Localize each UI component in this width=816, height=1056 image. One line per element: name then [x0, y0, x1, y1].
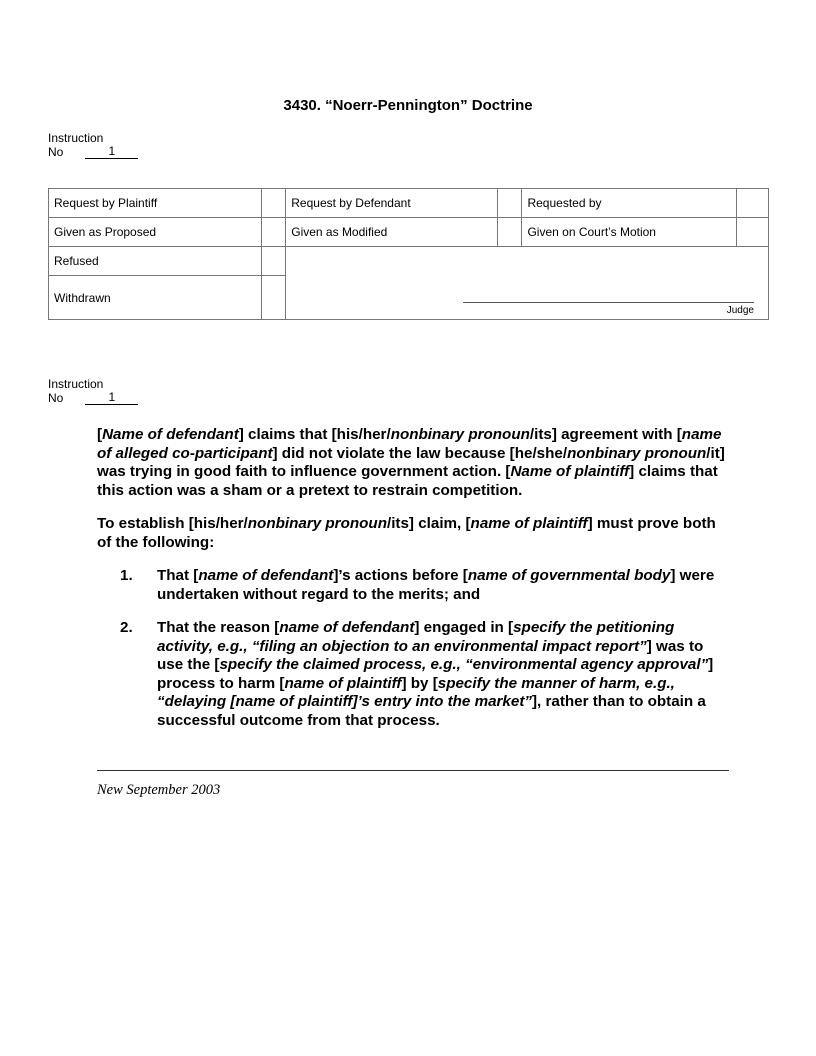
request-by-plaintiff-box[interactable]	[261, 189, 286, 218]
requested-by-box[interactable]	[737, 189, 769, 218]
placeholder-text: Name of plaintiff	[510, 463, 630, 480]
given-as-modified-label: Given as Modified	[286, 218, 498, 247]
withdrawn-box[interactable]	[261, 276, 286, 320]
text-segment: ] were undertaken without regard to the merits; and	[157, 567, 715, 603]
placeholder-text: specify the manner of harm, e.g., “delaying [name of plaintiff]’s entry into the market”	[157, 674, 675, 710]
text-segment: That the reason [	[157, 619, 280, 636]
text-segment: ] claims that this action was a sham or a pretext to restrain competition.	[97, 463, 718, 499]
placeholder-text: nonbinary pronoun	[567, 444, 707, 462]
placeholder-text: nonbinary pronoun	[247, 515, 387, 532]
text-segment: ] engaged in [	[414, 619, 514, 636]
list-item	[97, 567, 727, 604]
instruction-label: Instruction	[48, 131, 104, 145]
text-segment: ] by [	[401, 674, 438, 692]
request-by-plaintiff-label: Request by Plaintiff	[49, 189, 262, 218]
judge-label: Judge	[726, 305, 754, 316]
placeholder-text: name of plaintiff	[284, 674, 402, 692]
text-segment: ]’s actions before [	[333, 567, 468, 584]
text-segment: ] was to use the [	[157, 637, 704, 673]
instruction-number-block	[48, 377, 138, 405]
judge-signature-area	[286, 247, 769, 320]
request-by-defendant-label: Request by Defendant	[286, 189, 498, 218]
list-number: 1.	[120, 567, 133, 584]
text-segment: To establish [his/her/	[97, 515, 248, 532]
given-as-proposed-box[interactable]	[261, 218, 286, 247]
refused-label: Refused	[49, 247, 262, 276]
text-segment: ], rather than to obtain a successful outcome from that process.	[157, 693, 706, 729]
placeholder-text: nonbinary pronoun	[390, 426, 530, 443]
list-number: 2.	[120, 619, 133, 636]
list-item-text	[157, 619, 727, 730]
text-segment: [	[97, 426, 103, 443]
refused-box[interactable]	[261, 247, 286, 276]
text-segment: /it] was trying in good faith to influence government action. [	[97, 444, 725, 480]
placeholder-text: specify the petitioning activity, e.g., “filing an objection to an environmental impact report”	[157, 619, 675, 655]
placeholder-text: name of governmental body	[467, 567, 671, 584]
elements-list	[97, 567, 727, 730]
footer-divider	[97, 770, 729, 771]
judge-signature-line[interactable]	[463, 302, 754, 303]
instruction-label: Instruction	[48, 377, 104, 391]
list-item-text	[157, 567, 727, 604]
text-segment: That [	[157, 567, 199, 584]
withdrawn-label: Withdrawn	[49, 276, 262, 320]
given-as-modified-box[interactable]	[497, 218, 522, 247]
request-table	[48, 188, 769, 320]
requested-by-label: Requested by	[522, 189, 737, 218]
placeholder-text: name of plaintiff	[470, 515, 588, 532]
text-segment: ] did not violate the law because [he/she/	[272, 444, 568, 462]
placeholder-text: name of alleged co-participant	[97, 426, 722, 462]
given-on-courts-motion-label: Given on Court’s Motion	[522, 218, 737, 247]
placeholder-text: specify the claimed process, e.g., “environmental agency approval”	[219, 656, 709, 673]
paragraph	[97, 426, 727, 500]
request-by-defendant-box[interactable]	[497, 189, 522, 218]
instruction-number: 1	[85, 145, 138, 159]
page-title: 3430. “Noerr-Pennington” Doctrine	[283, 97, 533, 114]
paragraph	[97, 515, 727, 552]
given-as-proposed-label: Given as Proposed	[49, 218, 262, 247]
text-segment: /its] agreement with [	[529, 426, 682, 443]
given-on-courts-motion-box[interactable]	[737, 218, 769, 247]
instruction-body	[97, 426, 727, 745]
list-item	[97, 619, 727, 730]
text-segment: ] claims that [his/her/	[238, 426, 391, 443]
instruction-number-block	[48, 131, 138, 159]
text-segment: ] must prove both of the following:	[97, 515, 716, 551]
instruction-number: 1	[85, 391, 138, 405]
no-label: No	[48, 391, 64, 405]
no-label: No	[48, 145, 64, 159]
placeholder-text: Name of defendant	[102, 426, 239, 443]
text-segment: ] process to harm [	[157, 656, 714, 692]
footer-note: New September 2003	[97, 782, 221, 798]
text-segment: /its] claim, [	[386, 515, 471, 532]
placeholder-text: name of defendant	[279, 619, 415, 636]
placeholder-text: name of defendant	[198, 567, 334, 584]
